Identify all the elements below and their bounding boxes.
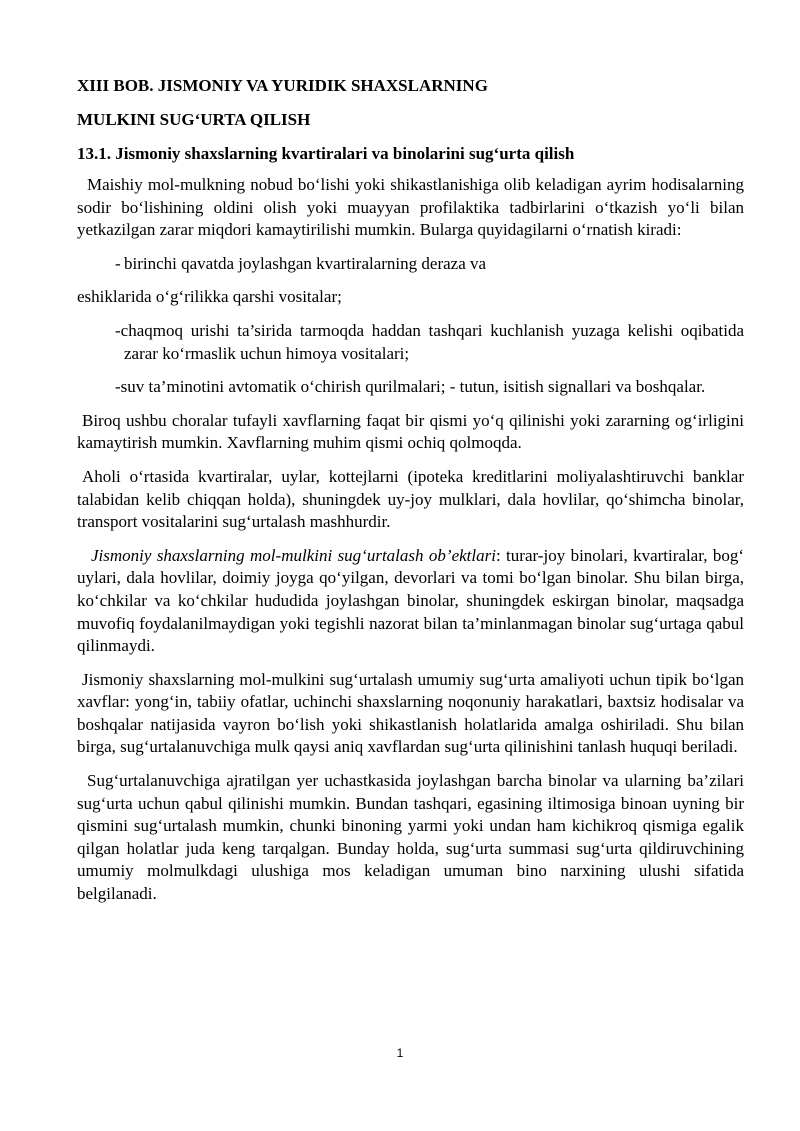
bullet-item-3-text: suv ta’minotini avtomatik o‘chirish qurilmalari; - tutun, isitish signallari va boshqalar.: [120, 377, 706, 397]
paragraph-4: [77, 545, 744, 658]
paragraph-3: Aholi o‘rtasida kvartiralar, uylar, kottejlarni (ipoteka kreditlarini moliyalashtiruvchi banklar talabidan kelib chiqqan holda), shuningdek uy-joy mulklari, dala hovlilar, qo‘shimcha binolar, transport vositalarini sug‘urtalash mashhurdir.: [77, 466, 744, 532]
bullet-dash: -: [115, 253, 121, 273]
bullet-item-3: [77, 376, 744, 399]
chapter-title-line-2: MULKINI SUG‘URTA QILISH: [77, 110, 311, 129]
document-page: [77, 74, 744, 917]
bullet-item-1-text: birinchi qavatda joylashgan kvartiralarning deraza va: [124, 253, 487, 273]
paragraph-6: Sug‘urtalanuvchiga ajratilgan yer uchastkasida joylashgan barcha binolar va ularning ba’zilari sug‘urta uchun qabul qilinishi mumkin. Bundan tashqari, egasining iltimosiga binoan uyning bir qismini sug‘urtalash mumkin, chunki binoning yarmi yoki undan ham kichikroq qismiga egalik qilgan holatlar juda keng tarqalgan. Bunday holda, sug‘urta summasi sug‘urta qildiruvchining umumiy molmulkdagi ulushiga mos keladigan umuman bino narxining ulushi sifatida belgilanadi.: [77, 771, 744, 904]
bullet-dash: -: [115, 320, 121, 340]
bullet-dash: -: [115, 377, 121, 397]
paragraph-4-italic-term: Jismoniy shaxslarning mol-mulkini sug‘urtalash ob’ektlari: [91, 545, 496, 565]
chapter-title-line-1: XIII BOB. JISMONIY VA YURIDIK SHAXSLARNING: [77, 76, 488, 95]
paragraph-1: Maishiy mol-mulkning nobud bo‘lishi yoki shikastlanishiga olib keladigan ayrim hodisalarning sodir bo‘lishining oldini olish yoki muayyan profilaktika tadbirlarini o‘tkazish yo‘li bilan yetkazilgan zarar miqdori kamaytirilishi mumkin. Bularga quyidagilarni o‘rnatish kiradi:: [77, 175, 744, 240]
paragraph-4-text: : turar-joy binolari, kvartiralar, bog‘ uylari, dala hovlilar, doimiy joyga qo‘yilgan, devorlari va tomi bo‘lgan binolar. Shu bilan birga, ko‘chkilar va ko‘chkilar hududida joylashgan binolar, shuningdek eskirgan binolar, maqsadga muvofiq foydalanilmaydigan yoki tegishli nazorat bilan ta’minlanmagan binolar sug‘urtaga qabul qilinmaydi.: [77, 545, 744, 656]
paragraph-5: Jismoniy shaxslarning mol-mulkini sug‘urtalash umumiy sug‘urta amaliyoti uchun tipik bo‘lgan xavflar: yong‘in, tabiiy ofatlar, uchinchi shaxslarning noqonuniy harakatlari, baxtsiz hodisalar va boshqalar natijasida vayron bo‘lish yoki shikastlanish holatlarida amalga oshiriladi. Shu bilan birga, sug‘urtalanuvchiga mulk qaysi aniq xavflardan sug‘urta qilinishini tanlash huquqi beriladi.: [77, 669, 744, 757]
paragraph-2: Biroq ushbu choralar tufayli xavflarning faqat bir qismi yo‘q qilinishi yoki zararning og‘irligini kamaytirish mumkin. Xavflarning muhim qismi ochiq qolmoqda.: [77, 410, 744, 453]
bullet-item-1: [77, 253, 744, 276]
page-number: 1: [396, 1046, 404, 1060]
bullet-item-2: [77, 320, 744, 365]
bullet-item-2-text: chaqmoq urishi ta’sirida tarmoqda haddan tashqari kuchlanish yuzaga kelishi oqibatida zarar ko‘rmaslik uchun himoya vositalari;: [120, 320, 744, 363]
bullet-item-1-continuation: eshiklarida o‘g‘rilikka qarshi vositalar;: [77, 287, 342, 307]
section-title: 13.1. Jismoniy shaxslarning kvartiralari va binolarini sug‘urta qilish: [77, 144, 575, 163]
